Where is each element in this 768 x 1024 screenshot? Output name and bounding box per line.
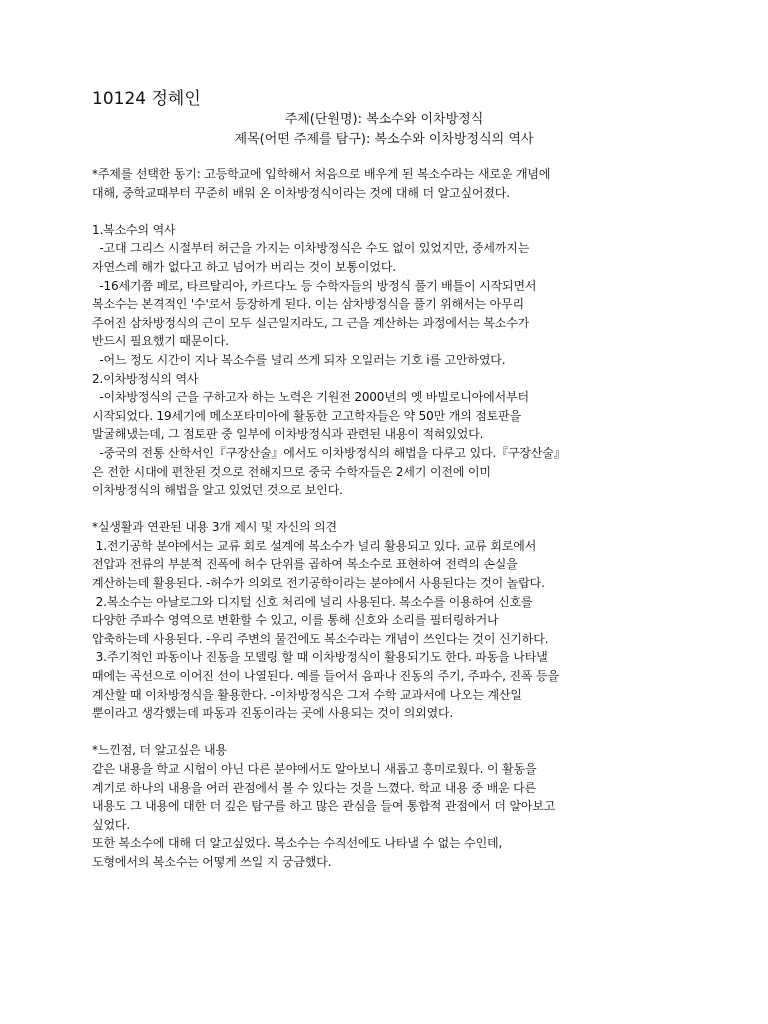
applications-line: 계산할 때 이차방정식을 활용한다. -이차방정식은 그저 수학 교과서에 나오는 계산일 xyxy=(92,687,522,702)
applications-line: 전압과 전류의 부분적 진폭에 허수 단위를 곱하여 복소수로 표현하여 전력의 손실을 xyxy=(92,557,518,572)
reflection-line: 싶었다. xyxy=(92,817,130,832)
history-line: 복소수는 본격적인 '수'로서 등장하게 된다. 이는 삼차방정식을 풀기 위해서는 아무리 xyxy=(92,297,524,312)
history-line: 자연스레 해가 없다고 하고 넘어가 버리는 것이 보통이었다. xyxy=(92,259,396,274)
history-heading: 1.복소수의 역사 xyxy=(92,222,176,237)
applications-line: 때에는 곡선으로 이어진 선이 나열된다. 예를 들어서 음파나 진동의 주기, 주파수, 진폭 등을 xyxy=(92,669,559,684)
history-line: 발굴해냈는데, 그 점토판 중 일부에 이차방정식과 관련된 내용이 적혀있었다. xyxy=(92,427,484,442)
reflection-line: 내용도 그 내용에 대한 더 깊은 탐구를 하고 많은 관심을 들여 통합적 관점에서 더 알아보고 xyxy=(92,799,556,814)
motivation-line: *주제를 선택한 동기: 고등학교에 입학해서 처음으로 배우게 된 복소수라는 새로운 개념에 xyxy=(92,167,551,181)
title-line: 제목(어떤 주제를 탐구): 복소수와 이차방정식의 역사 xyxy=(234,132,534,147)
history-line: 이차방정식의 해법을 알고 있었던 것으로 보인다. xyxy=(92,483,343,498)
document-body xyxy=(92,165,692,872)
reflection-line: 또한 복소수에 대해 더 알고싶었다. 복소수는 수직선에도 나타낼 수 없는 수인데, xyxy=(92,836,503,851)
applications-line: 압축하는데 사용된다. -우리 주변의 물건에도 복소수라는 개념이 쓰인다는 것이 신기하다. xyxy=(92,631,549,646)
applications-line: 3.주기적인 파동이나 진동을 모델링 할 때 이차방정식이 활용되기도 한다. 파동을 나타낼 xyxy=(92,650,548,665)
subject-line: 주제(단원명): 복소수와 이차방정식 xyxy=(284,112,484,127)
history-line: -어느 정도 시간이 지나 복소수를 널리 쓰게 되자 오일러는 기호 i를 고안하였다. xyxy=(92,352,506,367)
history-line: -중국의 전통 산학서인『구장산술』에서도 이차방정식의 해법을 다루고 있다.『구장산술』 xyxy=(92,445,566,460)
reflection-line: 도형에서의 복소수는 어떻게 쓰일 지 궁금했다. xyxy=(92,854,332,869)
student-id-name: 10124 정혜인 xyxy=(92,89,201,109)
paragraph-gap xyxy=(92,202,692,221)
paragraph-gap xyxy=(92,500,692,519)
history-line: -16세기쯤 페로, 타르탈리아, 카르다노 등 수학자들의 방정식 풀기 배틀이 시작되면서 xyxy=(92,278,537,293)
history-heading: 2.이차방정식의 역사 xyxy=(92,371,199,386)
paragraph-gap xyxy=(92,723,692,742)
applications-line: 2.복소수는 아날로그와 디지털 신호 처리에 널리 사용된다. 복소수를 이용하여 신호를 xyxy=(92,594,533,609)
applications-line: 계산하는데 활용된다. -허수가 의외로 전기공학이라는 분야에서 사용된다는 것이 놀랍다. xyxy=(92,576,545,591)
history-line: -이차방정식의 근을 구하고자 하는 노력은 기원전 2000년의 옛 바빌로니아에서부터 xyxy=(92,390,529,405)
motivation-line: 대해, 중학교때부터 꾸준히 배워 온 이차방정식이라는 것에 대해 더 알고싶어졌다. xyxy=(92,185,510,200)
history-line: -고대 그리스 시절부터 허근을 가지는 이차방정식은 수도 없이 있었지만, 중세까지는 xyxy=(92,241,530,256)
history-line: 반드시 필요했기 때문이다. xyxy=(92,334,229,349)
applications-heading: *실생활과 연관된 내용 3개 제시 및 자신의 의견 xyxy=(92,520,337,535)
reflection-line: 계기로 하나의 내용을 여러 관점에서 볼 수 있다는 것을 느꼈다. 학교 내용 중 배운 다른 xyxy=(92,780,536,795)
reflection-line: 같은 내용을 학교 시험이 아닌 다른 분야에서도 알아보니 새롭고 흥미로웠다. 이 활동을 xyxy=(92,762,537,776)
applications-line: 1.전기공학 분야에서는 교류 회로 설계에 복소수가 널리 활용되고 있다. 교류 회로에서 xyxy=(92,538,537,553)
applications-line: 뿐이라고 생각했는데 파동과 진동이라는 곳에 사용되는 것이 의외였다. xyxy=(92,706,454,721)
reflection-heading: *느낀점, 더 알고싶은 내용 xyxy=(92,743,227,758)
applications-line: 다양한 주파수 영역으로 변환할 수 있고, 이를 통해 신호와 소리를 필터링하거나 xyxy=(92,613,499,628)
history-line: 주어진 삼차방정식의 근이 모두 실근일지라도, 그 근을 계산하는 과정에서는 복소수가 xyxy=(92,315,530,330)
history-line: 은 전한 시대에 편찬된 것으로 전해지므로 중국 수학자들은 2세기 이전에 이미 xyxy=(92,464,491,479)
history-line: 시작되었다. 19세기에 메소포타미아에 활동한 고고학자들은 약 50만 개의 점토판을 xyxy=(92,408,522,423)
